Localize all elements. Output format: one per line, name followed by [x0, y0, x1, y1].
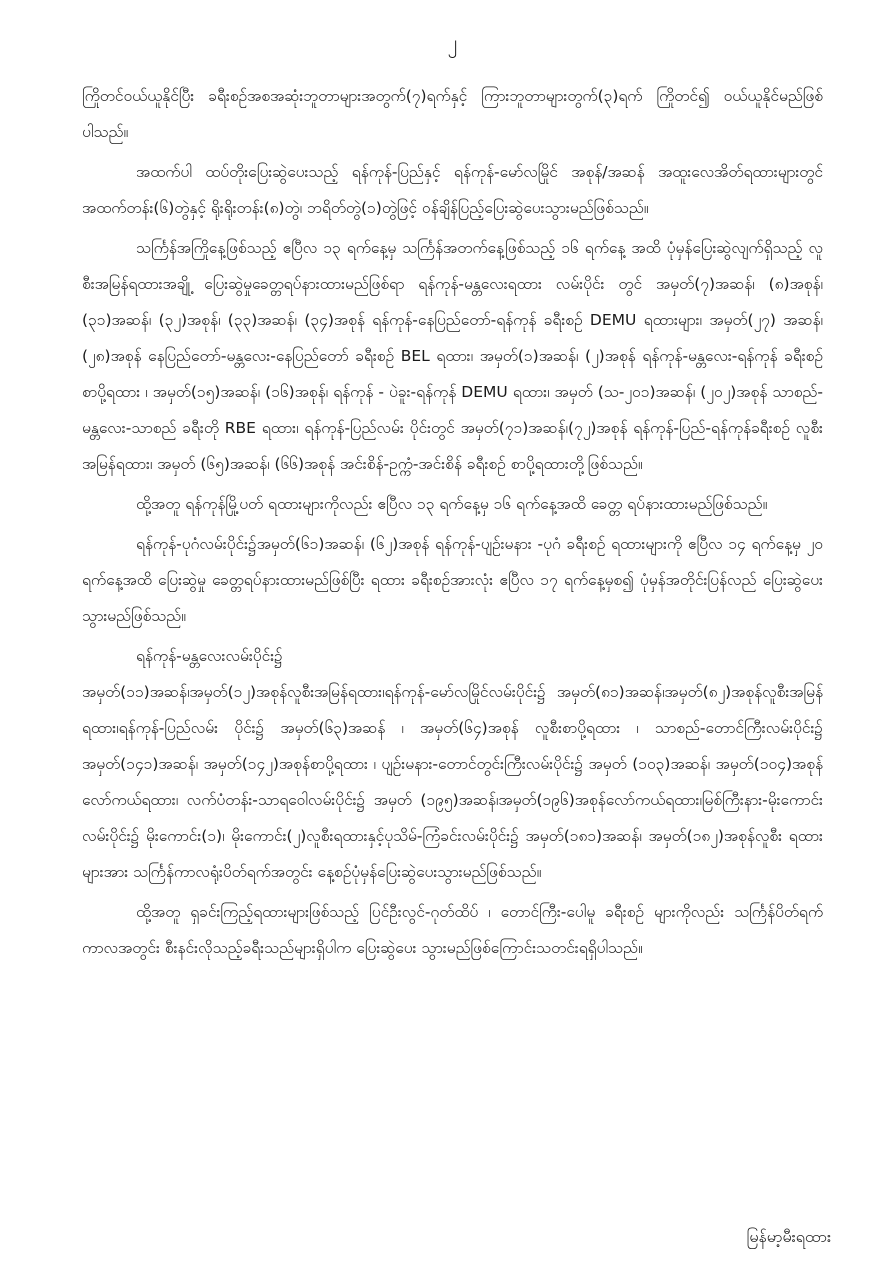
page-number: ၂ — [447, 30, 458, 54]
paragraph-yangon-mandalay-heading: ရန်ကုန်-မန္တလေးလမ်းပိုင်း၌ — [136, 647, 283, 665]
paragraph-bagan-route: ရန်ကုန်-ပုဂံလမ်းပိုင်း၌အမှတ်(၆၁)အဆန်၊ (၆၂)အစုန် ရန်ကုန်-ပျဉ်းမနား -ပုဂံ ခရီးစဉ် ရထားများကို ဧပြီလ ၁၄ ရက်နေ့မှ ၂၀ ရက်နေ့အထိ ပြေးဆွဲမှု ခေတ္တရပ်နားထားမည်ဖြစ်ပြီး ရထား ခရီးစဉ်အားလုံး ဧပြီလ ၁၇ ရက်နေ့မှစ၍ ပုံမှန်အတိုင်းပြန်လည် ပြေးဆွဲပေးသွားမည်ဖြစ်သည်။ — [82, 535, 823, 625]
paragraph-suspended-express-trains: သင်္ကြန်အကြိုနေ့ဖြစ်သည့် ဧပြီလ ၁၃ ရက်နေ့မှ သင်္ကြန်အတက်နေ့ဖြစ်သည့် ၁၆ ရက်နေ့ အထိ ပုံမှန်ပြေးဆွဲလျက်ရှိသည့် လူစီးအမြန်ရထားအချို့ ပြေးဆွဲမှုခေတ္တရပ်နားထားမည်ဖြစ်ရာ ရန်ကုန်-မန္တလေးရထား လမ်းပိုင်း တွင် အမှတ်(၇)အဆန်၊ (၈)အစုန်၊ (၃၁)အဆန်၊ (၃၂)အစုန်၊ (၃၃)အဆန်၊ (၃၄)အစုန် ရန်ကုန်-နေပြည်တော်-ရန်ကုန် ခရီးစဉ် DEMU ရထားများ၊ အမှတ်(၂၇) အဆန်၊ (၂၈)အစုန် နေပြည်တော်-မန္တလေး-နေပြည်တော် ခရီးစဉ် BEL ရထား၊ အမှတ်(၁)အဆန်၊ (၂)အစုန် ရန်ကုန်-မန္တလေး-ရန်ကုန် ခရီးစဉ် စာပို့ရထား ၊ အမှတ်(၁၅)အဆန်၊ (၁၆)အစုန်၊ ရန်ကုန် - ပဲခူး-ရန်ကုန် DEMU ရထား၊ အမှတ် (သ-၂၀၁)အဆန်၊ (၂၀၂)အစုန် သာစည်-မန္တလေး-သာစည် ခရီးတို RBE ရထား၊ ရန်ကုန်-ပြည်လမ်း ပိုင်းတွင် အမှတ်(၇၁)အဆန်၊(၇၂)အစုန် ရန်ကုန်-ပြည်-ရန်ကုန်ခရီးစဉ် လူစီးအမြန်ရထား၊ အမှတ် (၆၅)အဆန်၊ (၆၆)အစုန် အင်းစိန်-ဥက္ကံ-အင်းစိန် ခရီးစဉ် စာပို့ရထားတို့ဖြစ်သည်။ — [82, 239, 823, 473]
paragraph-ticket-booking: ကြိုတင်ဝယ်ယူနိုင်ပြီး ခရီးစဉ်အစအဆုံးဘူတာများအတွက်(၇)ရက်နှင့် ကြားဘူတာများတွက်(၃)ရက် ကြိုတင်၍ ဝယ်ယူနိုင်မည်ဖြစ်ပါသည်။ — [82, 87, 823, 141]
paragraph-sightseeing-trains: ထို့အတူ ရှခင်းကြည့်ရထားများဖြစ်သည့် ပြင်ဦးလွင်-ဂုတ်ထိပ် ၊ တောင်ကြီး-ပေါမူ ခရီးစဉ် များကိုလည်း သင်္ကြန်ပိတ်ရက်ကာလအတွင်း စီးနင်းလိုသည့်ခရီးသည်များရှိပါက ပြေးဆွဲပေး သွားမည်ဖြစ်ကြောင်းသတင်းရရှိပါသည်။ — [82, 903, 823, 957]
paragraph-extra-trains: အထက်ပါ ထပ်တိုးပြေးဆွဲပေးသည့် ရန်ကုန်-ပြည်နှင့် ရန်ကုန်-မော်လမြိုင် အစုန်/အဆန် အထူးလေအိတ်ရထားများတွင် အထက်တန်း(၆)တွဲနှင့် ရိုးရိုးတန်း(၈)တွဲ၊ ဘရိတ်တွဲ(၁)တွဲဖြင့် ဝန်ချိန်ပြည့်ပြေးဆွဲပေးသွားမည်ဖြစ်သည်။ — [82, 163, 823, 217]
paragraph-circular-train: ထို့အတူ ရန်ကုန်မြို့ပတ် ရထားများကိုလည်း ဧပြီလ ၁၃ ရက်နေ့မှ ၁၆ ရက်နေ့အထိ ခေတ္တ ရပ်နားထားမည်ဖြစ်သည်။ — [136, 495, 768, 513]
paragraph-daily-trains: အမှတ်(၁၁)အဆန်၊အမှတ်(၁၂)အစုန်လူစီးအမြန်ရထား၊ရန်ကုန်-မော်လမြိုင်လမ်းပိုင်း၌ အမှတ်(၈၁)အဆန်၊အမှတ်(၈၂)အစုန်လူစီးအမြန်ရထား၊ရန်ကုန်-ပြည်လမ်း ပိုင်း၌ အမှတ်(၆၃)အဆန် ၊ အမှတ်(၆၄)အစုန် လူစီးစာပို့ရထား ၊ သာစည်-တောင်ကြီးလမ်းပိုင်း၌ အမှတ်(၁၄၁)အဆန်၊ အမှတ်(၁၄၂)အစုန်စာပို့ရထား ၊ ပျဉ်းမနား-တောင်တွင်းကြီးလမ်းပိုင်း၌ အမှတ် (၁၀၃)အဆန်၊ အမှတ်(၁၀၄)အစုန်လော်ကယ်ရထား၊ လက်ပံတန်း-သာရဝေါလမ်းပိုင်း၌ အမှတ် (၁၉၅)အဆန်၊အမှတ်(၁၉၆)အစုန်လော်ကယ်ရထား၊မြစ်ကြီးနား-မိုးကောင်းလမ်းပိုင်း၌ မိုးကောင်း(၁)၊ မိုးကောင်း(၂)လူစီးရထားနှင့်ပုသိမ်-ကြံခင်းလမ်းပိုင်း၌ အမှတ်(၁၈၁)အဆန်၊ အမှတ်(၁၈၂)အစုန်လူစီး ရထားများအား သင်္ကြန်ကာလရုံးပိတ်ရက်အတွင်း နေ့စဉ်ပုံမှန်ပြေးဆွဲပေးသွားမည်ဖြစ်သည်။ — [82, 683, 823, 881]
signature-myanma-railways: မြန်မာ့မီးရထား — [746, 1227, 831, 1246]
